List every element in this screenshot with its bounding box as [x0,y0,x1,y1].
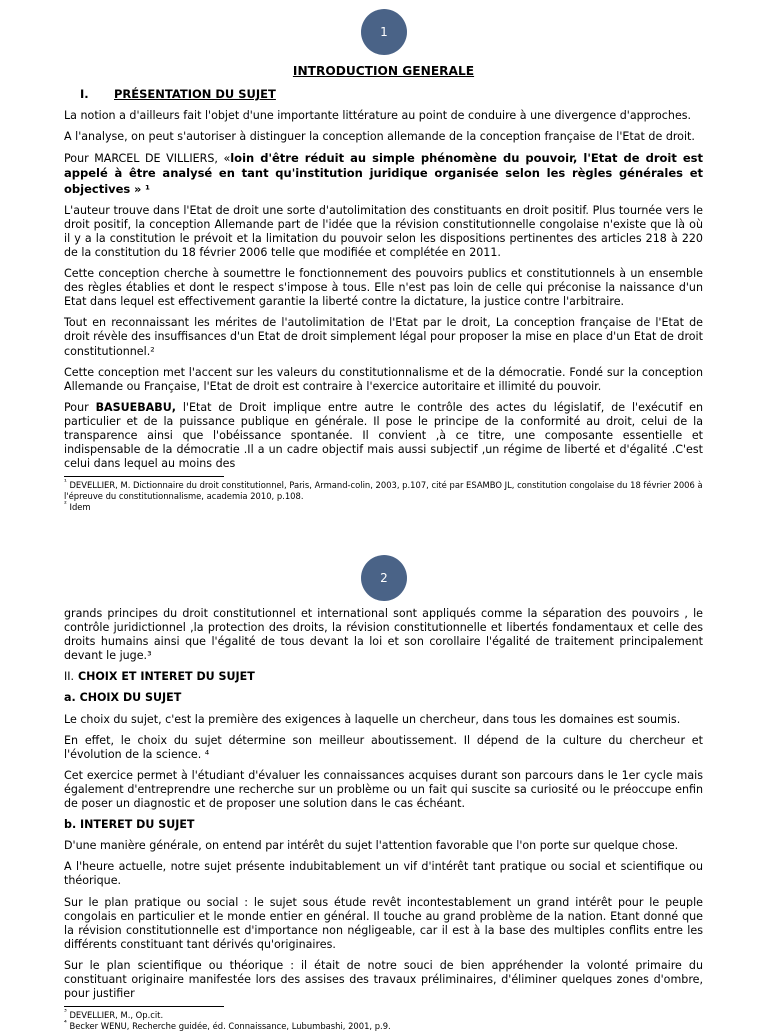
paragraph: A l'analyse, on peut s'autoriser à distinguer la conception allemande de la conception française de l'Etat de droit. [64,130,695,144]
paragraph: Cet exercice permet à l'étudiant d'évaluer les connaissances acquises durant son parcours dans le 1er cycle mais également d'entreprendre une recherche sur un problème ou un fait qui suscite sa curiosité ou le préoccupe enfin de poser un diagnostic et de proposer une solution dans le cas échéant. [64,768,703,811]
footnote-marker: ³ [64,1008,67,1017]
footnote-text: Becker WENU, Recherche guidée, éd. Connaissance, Lubumbashi, 2001, p.9. [66,1021,391,1032]
page-number-badge: 2 [361,555,407,601]
paragraph: Cette conception cherche à soumettre le fonctionnement des pouvoirs publics et constitutionnels à un ensemble des règles établies et dont le respect s'impose à tous. Elle n'est pas loin de celle qui préconise la naissance d'un Etat dans lequel est effectivement garantie la liberté contre la dictature, la justice contre l'arbitraire. [64,267,703,309]
footnote-4 [64,1021,703,1032]
footnote-marker: ⁴ [64,1019,67,1028]
paragraph: En effet, le choix du sujet détermine son meilleur aboutissement. Il dépend de la culture du chercheur et l'évolution de la science. ⁴ [64,733,703,761]
document-title: INTRODUCTION GENERALE [292,64,475,78]
footnote-text: Idem [66,502,91,513]
paragraph: Sur le plan pratique ou social : le sujet sous étude revêt incontestablement un grand intérêt pour le peuple congolais en particulier et le monde entier en général. Il touche au grand problème de la nation. Etant donné que la révision constitutionnelle est d'importance non négligeable, car il est à la base des multiples conflits entre les différents constituant tant dérivés qu'originaires. [64,895,703,951]
footnote-2 [64,502,703,513]
section-title: PRÉSENTATION DU SUJET [114,87,276,102]
footnote-marker: ¹ [64,478,67,487]
paragraph-rest: l'Etat de Droit implique entre autre le contrôle des actes du législatif, de l'exécutif en particulier et de la puissance publique en générale. Il pose le principe de la conformité au droit, celui de la transparence ainsi que l'obéissance spontanée. Il convient ,à ce titre, une composante essentielle et indispensable de la démocratie .Il a un cadre objectif mais aussi subjectif ,un régime de liberté et d'égalité .C'est celui dans lequel au moins des [64,400,703,471]
page-2 [0,548,768,1032]
paragraph-lead: Pour [64,400,96,414]
paragraph: Sur le plan scientifique ou théorique : il était de notre souci de bien appréhender la volonté primaire du constituant originaire manifestée lors des assises des travaux préliminaires, d'éliminer quelques zones d'ombre, pour justifier [64,958,703,1001]
footnote-text: DEVELLIER, M. Dictionnaire du droit constitutionnel, Paris, Armand-colin, 2003, p.107, cité par ESAMBO JL, constitution congolaise du 18 février 2006 à l'épreuve du constitutionnalisme, academia 2010, p.108. [64,480,703,502]
quote-tail: » ¹ [130,182,151,196]
paragraph: A l'heure actuelle, notre sujet présente indubitablement un vif d'intérêt tant pratique ou social et scientifique ou théorique. [64,860,703,888]
section-number: I. [80,87,89,102]
paragraph: L'auteur trouve dans l'Etat de droit une sorte d'autolimitation des constituants en droit positif. Plus tournée vers le droit positif, la conception Allemande part de l'idée que la révision constitutionnelle congolaise n'existe que là où il y a la constitution le prévoit et la limitation du pouvoir selon les dispositions pertinentes des articles 218 à 220 de la constitution du 18 février 2006 telle que modifiée et complétée en 2011. [64,203,703,259]
page-number-badge: 1 [361,9,407,55]
paragraph-quote [64,151,703,196]
subsection-heading: a. CHOIX DU SUJET [64,691,182,705]
section-title: CHOIX ET INTERET DU SUJET [74,670,255,684]
page-2-body [64,607,703,1032]
section-heading [64,87,703,101]
footnote-text: DEVELLIER, M., Op.cit. [66,1010,164,1021]
page-1-body [64,64,703,513]
paragraph: Le choix du sujet, c'est la première des exigences à laquelle un chercheur, dans tous les domaines est soumis. [64,712,681,726]
quote-text: loin d'être réduit au simple phénomène du pouvoir, l'Etat de droit est appelé à être analysé en tant qu'institution juridique organisée selon les règles générales et objectives [64,151,703,196]
paragraph: Tout en reconnaissant les mérites de l'autolimitation de l'Etat par le droit, La conception française de l'Etat de droit révèle des insuffisances d'un Etat de droit simplement légal pour proposer la mise en place d'un Etat de droit constitutionnel.² [64,316,703,358]
author-name: BASUEBABU, [95,400,176,414]
paragraph: grands principes du droit constitutionnel et international sont appliqués comme la séparation des pouvoirs , le contrôle juridictionnel ,la protection des droits, la révision constitutionnelle et libertés fondamentaux et celle des droits humains ainsi que l'égalité de tous devant la loi et son corollaire l'égalité de traitement principalement devant le juge.³ [64,607,703,663]
footnote-1 [64,480,703,502]
paragraph: D'une manière générale, on entend par intérêt du sujet l'attention favorable que l'on porte sur quelque chose. [64,839,679,853]
quote-lead: Pour MARCEL DE VILLIERS, « [64,152,231,166]
footnote-separator [64,1006,224,1007]
section-number: II. [64,670,75,684]
footnote-marker: ² [64,500,67,509]
footnote-3 [64,1010,703,1021]
paragraph: Cette conception met l'accent sur les valeurs du constitutionnalisme et de la démocratie. Fondé sur la conception Allemande ou Française, l'Etat de droit est contraire à l'exercice autoritaire et illimité du pouvoir. [64,365,703,393]
footnote-separator [64,476,224,477]
paragraph [64,401,703,471]
paragraph: La notion a d'ailleurs fait l'objet d'une importante littérature au point de conduire à une divergence d'approches. [64,109,692,123]
section-heading [64,670,703,684]
subsection-heading: b. INTERET DU SUJET [64,818,195,832]
